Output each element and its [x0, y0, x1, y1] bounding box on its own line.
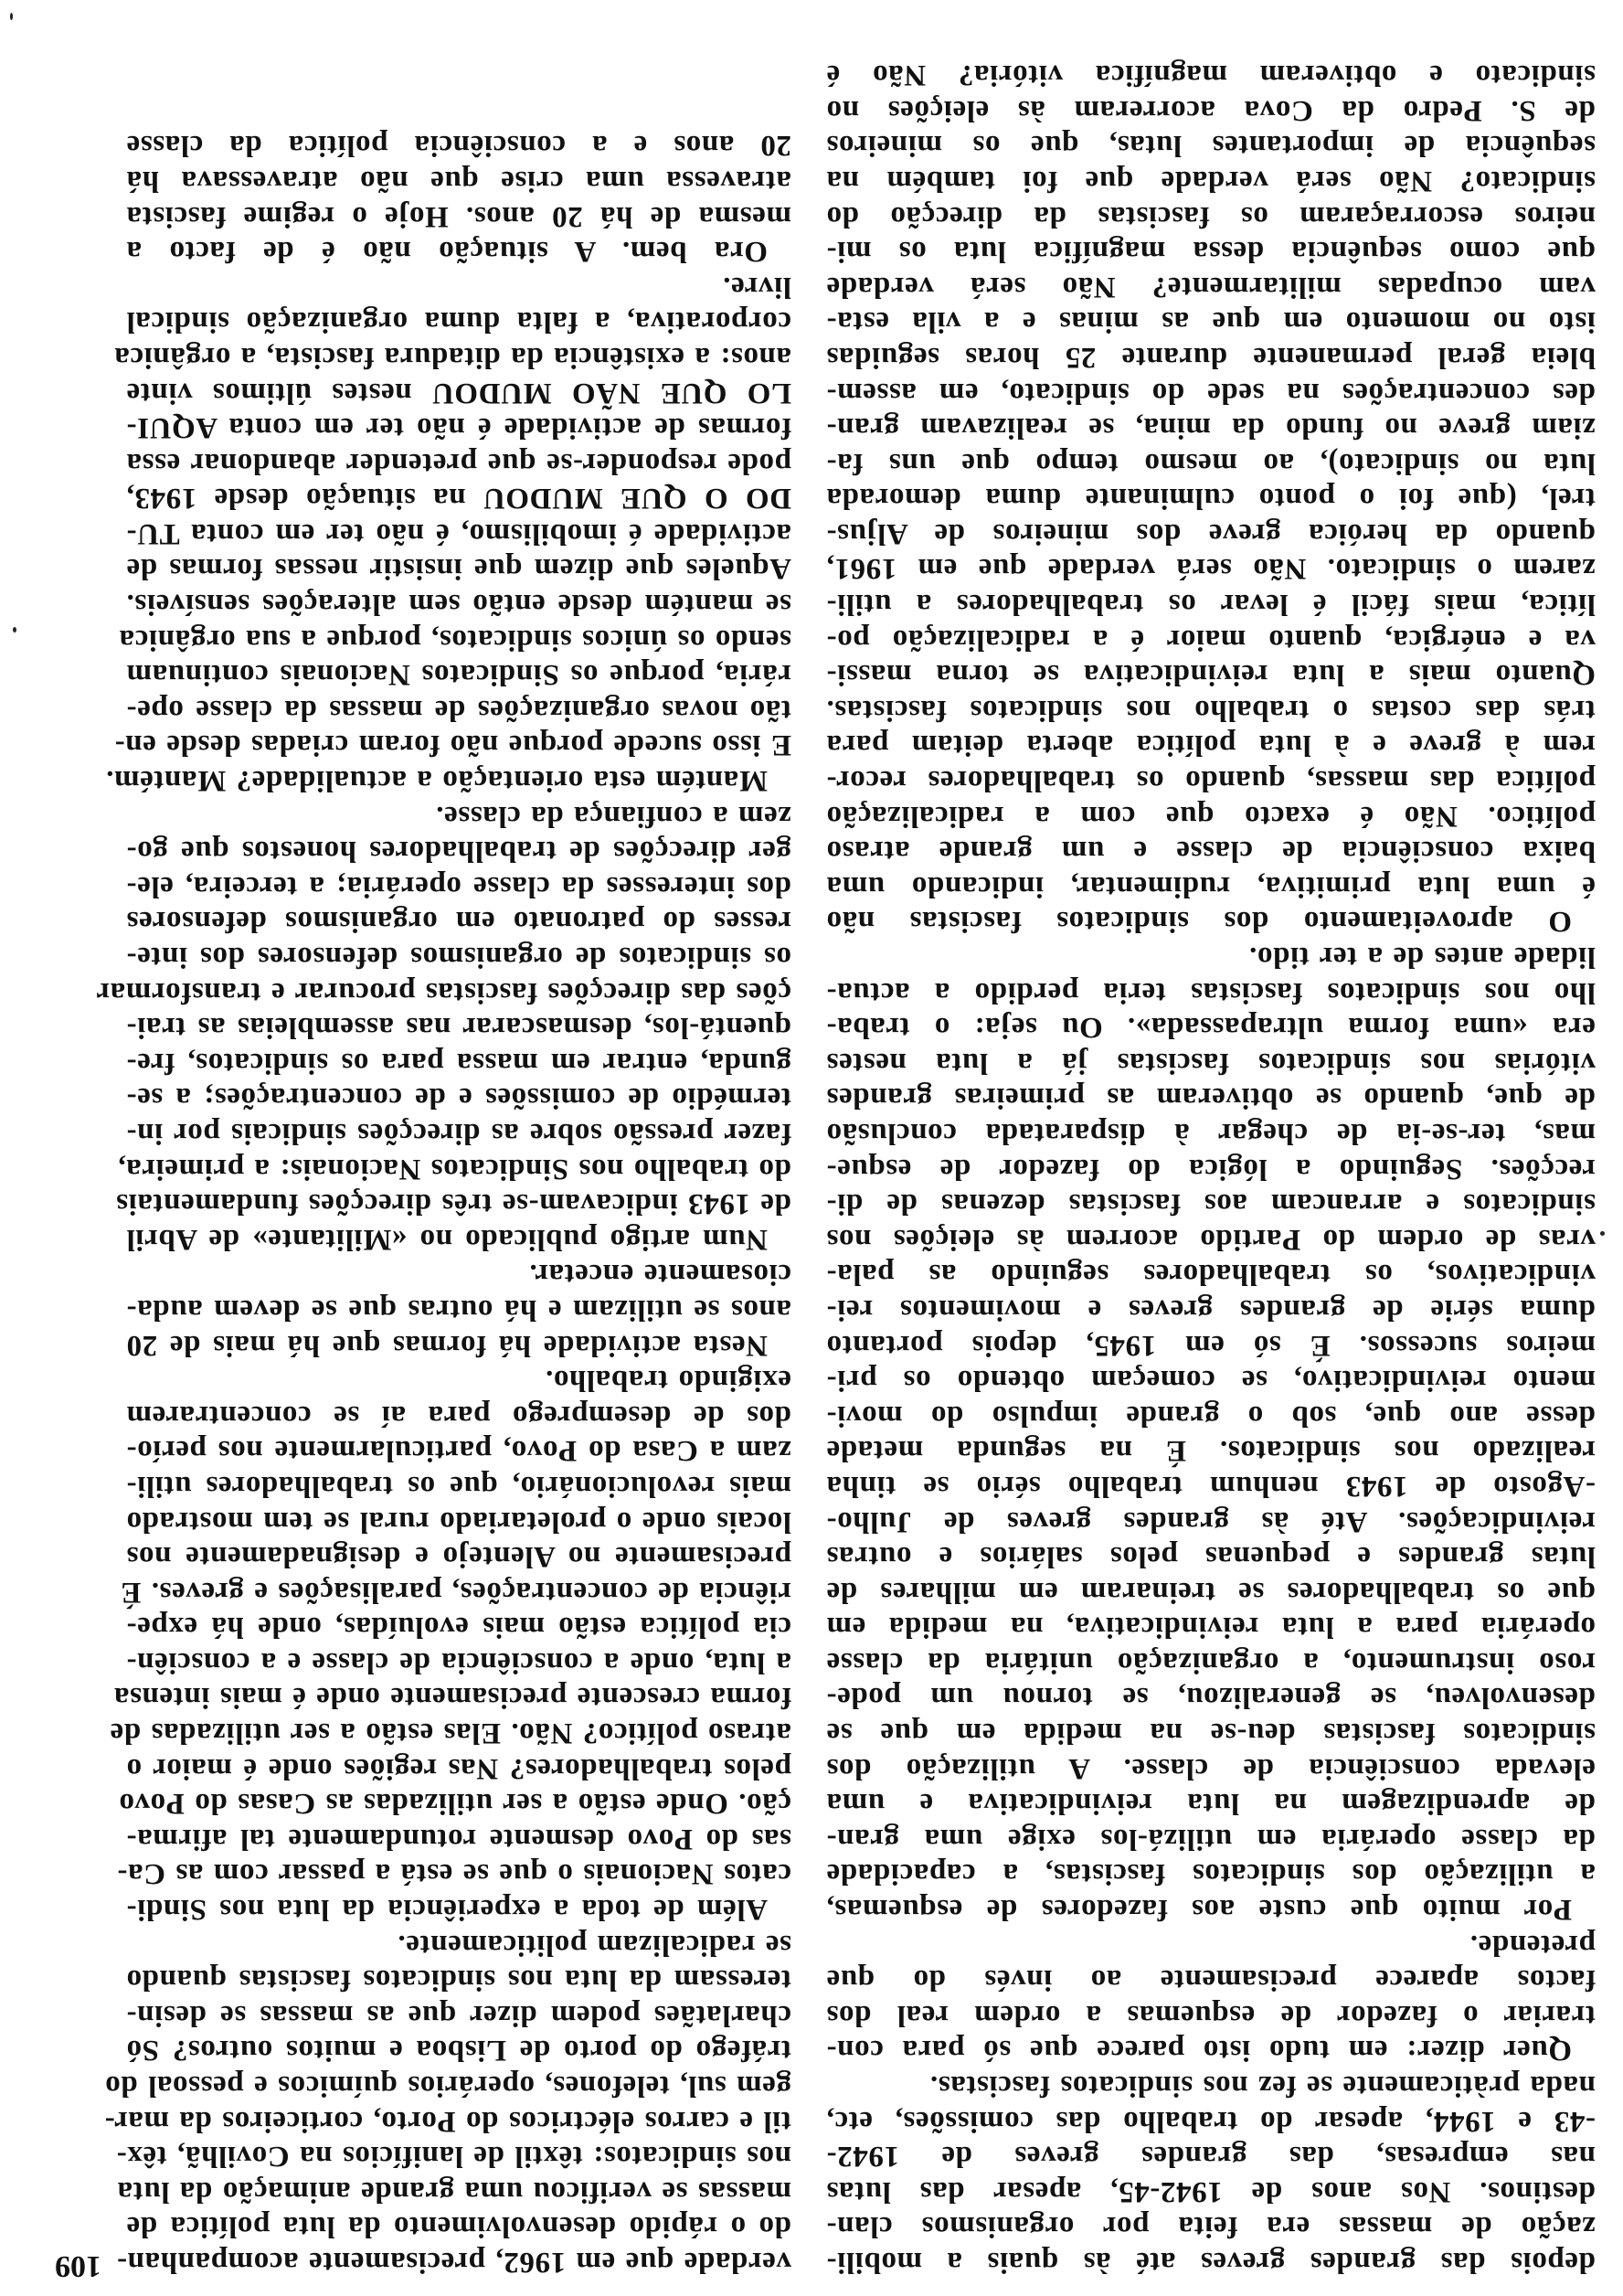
text-line: verdade que em 1962, precisamente acompanhan-	[116, 2246, 791, 2279]
text-line: riência de concentrações, paralisações e greves. É	[120, 1575, 791, 1609]
text-line: nas empresas, das grandes greves de 1942-	[826, 2140, 1596, 2174]
text-line: charlatães podem dizer que as massas se desin-	[126, 1998, 791, 2032]
text-line: sequência de importantes lutas, que os mineiros	[826, 129, 1596, 163]
text-line: -43 e 1944, apesar do trabalho das comissões, etc,	[826, 2104, 1596, 2138]
paragraph	[826, 1927, 1596, 2067]
text-line: é uma luta primitiva, rudimentar, indicando uma	[826, 869, 1596, 903]
text-line: lutas grandes e pequenas pelos salários e outras	[826, 1540, 1596, 1574]
text-line: luta no sindicato), ao mesmo tempo que uns fa-	[826, 446, 1596, 480]
text-line: Ora bem. A situação não é de facto a	[126, 235, 768, 269]
text-line: massas se verificou uma grande animação da luta	[117, 2174, 791, 2208]
text-line: ger direcções de trabalhadores honestos que go-	[126, 834, 791, 868]
text-line: trariar o fazedor de esquemas a ordem real dos	[826, 1998, 1596, 2032]
text-line: realizado nos sindicatos. É na segunda metade	[826, 1434, 1596, 1468]
text-line: trás das costas o trabalho nos sindicatos fascistas.	[826, 693, 1596, 727]
text-line: isto no momento em que as minas e a vila esta-	[826, 305, 1596, 339]
text-line: Num artigo publicado no «Militante» de Abril	[126, 1222, 768, 1256]
text-line: rária, porque os Sindicatos Nacionais continuam	[126, 658, 791, 692]
text-line: desse ano que, sob o grande impulso do movi-	[826, 1398, 1596, 1432]
text-line: anos se utilizam e há outras que se devem auda-	[126, 1292, 791, 1326]
text-line: depois das grandes greves até às quais a mobili-	[826, 2246, 1596, 2279]
text-line: des concentrações na sede do sindicato, em assem-	[826, 376, 1596, 409]
scan-speck	[10, 13, 13, 20]
text-line: zam a Casa do Povo, particularmente nos perío-	[126, 1434, 791, 1468]
page-number: 109	[55, 2249, 101, 2283]
text-line: cia política estão mais evoluídas, onde há expe-	[126, 1610, 791, 1644]
text-line: nada pràticamente se fez nos sindicatos fascistas.	[929, 2069, 1596, 2103]
text-line: a utilização dos sindicatos fascistas, a capacidade	[826, 1857, 1596, 1891]
paragraph	[126, 128, 791, 269]
paragraph	[105, 269, 791, 798]
text-line: zação de massas era feita por organismos clan-	[826, 2210, 1596, 2244]
text-line: dos de desemprego para aí se concentrarem	[126, 1398, 791, 1432]
text-line: de 1943 indicavam-se três direcções fundamentais	[115, 1187, 791, 1221]
text-line: nos sindicatos: têxtil de lanifícios na Covilhã, têx-	[116, 2140, 791, 2174]
scan-speck	[1600, 1231, 1605, 1236]
text-line: fazer pressão sobre as direcções sindicais por in-	[126, 1117, 791, 1150]
text-line: roso instrumento, a organização unitária da classe	[826, 1645, 1596, 1679]
text-line: Quanto mais a luta reivindicativa se torna massi-	[826, 658, 1596, 692]
text-line: do trabalho nos Sindicatos Nacionais: a primeira,	[117, 1152, 791, 1185]
text-line: rem à greve e à luta política aberta deitam para	[826, 728, 1596, 762]
text-line: de S. Pedro da Cova acorreram às eleições no	[826, 93, 1596, 127]
text-line: va e enérgica, quanto maior é a radicalização po-	[826, 622, 1596, 656]
text-line: sendo os únicos sindicatos, porque a sua orgânica	[119, 622, 791, 656]
paragraph	[826, 58, 1596, 940]
text-line: E isso sucede porque não foram criadas desde en-	[114, 728, 791, 762]
text-line: da classe operária em utilizá-los exige uma gran-	[826, 1822, 1596, 1855]
paragraph	[104, 1927, 791, 2280]
text-line: sindicatos fascistas deu-se na medida em que se	[826, 1717, 1596, 1750]
text-line: se mantém desde então sem alterações sensíveis.	[126, 588, 791, 622]
text-line: reivindicações. Até às grandes greves de Julho-	[826, 1504, 1596, 1538]
text-line: ção. Onde estão a ser utilizadas as Casas do Povo	[118, 1787, 791, 1821]
text-line: Aqueles que dizem que insistir nessas formas de	[126, 552, 791, 586]
text-column-left	[826, 58, 1596, 2280]
text-line: quentá-los, desmascarar nas assembleias as trai-	[126, 1011, 791, 1045]
text-line: desenvolveu, se generalizou, se tornou um pode-	[826, 1681, 1596, 1715]
text-line: se radicalizam politicamente.	[397, 1928, 791, 1961]
text-line: mento reivindicativo, se começam obtendo os pri-	[826, 1364, 1596, 1398]
text-line: DO O QUE MUDOU na situação desde 1943,	[126, 482, 791, 516]
text-line: pode responder-se que pretender abandonar essa	[126, 446, 791, 480]
text-line: tráfego do porto de Lisboa e muitos outros? Só	[126, 2034, 791, 2067]
text-line: sindicatos e arrancam aos fascistas dezenas de di-	[826, 1187, 1596, 1221]
paragraph	[126, 1257, 791, 1363]
text-line: destinos. Nos anos de 1942-45, apesar das lutas	[826, 2174, 1596, 2208]
text-line: atraso político? Não. Elas estão a ser utilizadas de	[110, 1717, 791, 1750]
text-line: actividade é imobilismo, é não ter em conta TU-	[126, 516, 791, 550]
text-line: de que, quando se obtiveram as primeiras grandes	[826, 1081, 1596, 1115]
text-line: dos interesses da classe operária; a terceira, ele-	[126, 869, 791, 903]
text-line: livre.	[722, 270, 791, 303]
text-line: era «uma forma ultrapassada». Ou seja: o traba-	[826, 1011, 1596, 1045]
text-line: ziam greve no fundo da mina, se realizavam gran-	[826, 411, 1596, 445]
paragraph	[826, 939, 1596, 1927]
text-line: Nesta actividade há formas que há mais de 20	[126, 1328, 768, 1362]
text-line: termédio de comissões e de concentrações; a se-	[126, 1081, 791, 1115]
text-line: os sindicatos de organismos defensores dos inte-	[126, 941, 791, 974]
text-line: mesma de há 20 anos. Hoje o regime fascista	[126, 199, 791, 233]
text-line: formas de actividade é não ter em conta AQUI-	[126, 411, 791, 445]
text-line: tão novas organizações de massas da classe ope-	[126, 693, 791, 727]
text-line: teressam da luta nos sindicatos fascistas quando	[126, 1963, 791, 1997]
text-line: exigindo trabalho.	[545, 1364, 791, 1398]
text-line: bleia geral permanente durante 25 horas seguidas	[826, 340, 1596, 374]
text-line: quando da heróica greve dos mineiros de Aljus-	[826, 516, 1596, 550]
text-line: neiros escorraçaram os fascistas da direcção do	[826, 199, 1596, 233]
text-line: político. Não é exacto que com a radicalização	[826, 799, 1596, 833]
text-line: ções das direcções fascistas procurar e transformar	[95, 975, 791, 1009]
paragraph	[110, 1363, 791, 1928]
text-line: forma crescente precisamente onde é mais intensa	[113, 1681, 791, 1715]
text-line: a luta, onde a consciência de classe e a consciên-	[126, 1645, 791, 1679]
text-line: catos Nacionais o que se está a passar com as Ca-	[116, 1857, 791, 1891]
text-line: locais onde o proletariado rural se tem mostrado	[126, 1504, 791, 1538]
text-line: sas do Povo desmente rotundamente tal afirma-	[126, 1822, 791, 1855]
text-line: 20 anos e a consciência política da classe	[126, 129, 791, 163]
text-line: sindicato e obtiveram magnífica vitória? Não é	[826, 58, 1596, 92]
text-line: lítica, mais fácil é levar os trabalhadores a utili-	[826, 588, 1596, 622]
text-line: trel, (que foi o ponto culminante duma demorada	[826, 482, 1596, 516]
text-line: recções. Seguindo a lógica do fazedor de esque-	[826, 1152, 1596, 1185]
text-line: ciosamente encetar.	[528, 1258, 791, 1292]
text-line: factos aparece precisamente ao invés do que	[826, 1963, 1596, 1997]
text-line: meiros sucessos. É só em 1945, depois portanto	[826, 1328, 1596, 1362]
text-line: atravessa uma crise que não atravessava há	[126, 164, 791, 197]
text-line: resses do patronato em organismos defensores	[126, 905, 791, 939]
text-line: O aproveitamento dos sindicatos fascistas não	[826, 905, 1572, 939]
text-line: zarem o sindicato. Não será verdade que em 1961,	[826, 552, 1596, 586]
text-line: precisamente no Alentejo e designadamente nos	[126, 1540, 791, 1574]
text-line: til e carros eléctricos do Porto, corticeiros da mar-	[104, 2104, 791, 2138]
text-line: mas, ter-se-ia de chegar à disparatada conclusão	[826, 1117, 1596, 1150]
text-line: gem sul, telefones, operários químicos e pessoal do	[104, 2069, 791, 2103]
text-line: sindicato? Não será verdade que foi também na	[826, 164, 1596, 197]
paragraph	[95, 798, 791, 1257]
text-line: vindicativos, os trabalhadores seguindo as pala-	[826, 1258, 1596, 1292]
text-line: pelos trabalhadores? Nas regiões onde é maior o	[126, 1751, 791, 1785]
text-line: lho nos sindicatos fascistas teria perdido a actua-	[826, 975, 1596, 1009]
text-line: do o rápido desenvolvimento da luta política de	[126, 2210, 791, 2244]
text-line: -Agosto de 1943 nenhum trabalho sério se tinha	[826, 1469, 1596, 1503]
scan-speck	[13, 627, 16, 632]
text-line: Quer dizer: em tudo isto parece que só para con-	[826, 2034, 1572, 2067]
text-line: elevada consciência de classe. A utilização dos	[826, 1751, 1596, 1785]
text-line: corporativa, a falta duma organização sindical	[126, 305, 791, 339]
text-line: baixa consciência de classe e um grande atraso	[826, 834, 1596, 868]
text-line: política das massas, quando os trabalhadores recor-	[826, 764, 1596, 798]
text-line: mais revolucionário, que os trabalhadores utili-	[126, 1469, 791, 1503]
text-line: pretende.	[1469, 1928, 1596, 1961]
text-line: duma série de grandes greves e movimentos rei-	[826, 1292, 1596, 1326]
text-line: vras de ordem do Partido acorrem às eleições nos	[826, 1222, 1596, 1256]
text-line: que como sequência dessa magnífica luta os mi-	[826, 235, 1596, 269]
text-line: Por muito que custe aos fazedores de esquemas,	[826, 1893, 1572, 1927]
text-line: gunda, entrar em massa para os sindicatos, fre-	[126, 1046, 791, 1079]
text-line: LO QUE NÃO MUDOU nestes últimos vinte	[126, 376, 791, 409]
text-line: zem a confiança da classe.	[435, 799, 791, 833]
text-line: Além de toda a experiência da luta nos Sindi-	[126, 1893, 768, 1927]
text-line: vitórias nos sindicatos fascistas já a luta nestes	[826, 1046, 1596, 1079]
text-column-right	[95, 128, 791, 2280]
text-line: vam ocupadas militarmente? Não será verdade	[826, 270, 1596, 303]
text-line: anos: a existência da ditadura fascista, a orgânica	[113, 340, 791, 374]
paragraph	[826, 2067, 1596, 2280]
text-line: lidade antes de a ter tido.	[1248, 941, 1596, 974]
text-line: operária para a luta reivindicativa, na medida em	[826, 1610, 1596, 1644]
text-line: que os trabalhadores se treinaram em milhares de	[826, 1575, 1596, 1609]
text-line: de aprendizagem na luta reivindicativa e uma	[826, 1787, 1596, 1821]
text-line: Mantém esta orientação a actualidade? Mantém.	[105, 764, 768, 798]
